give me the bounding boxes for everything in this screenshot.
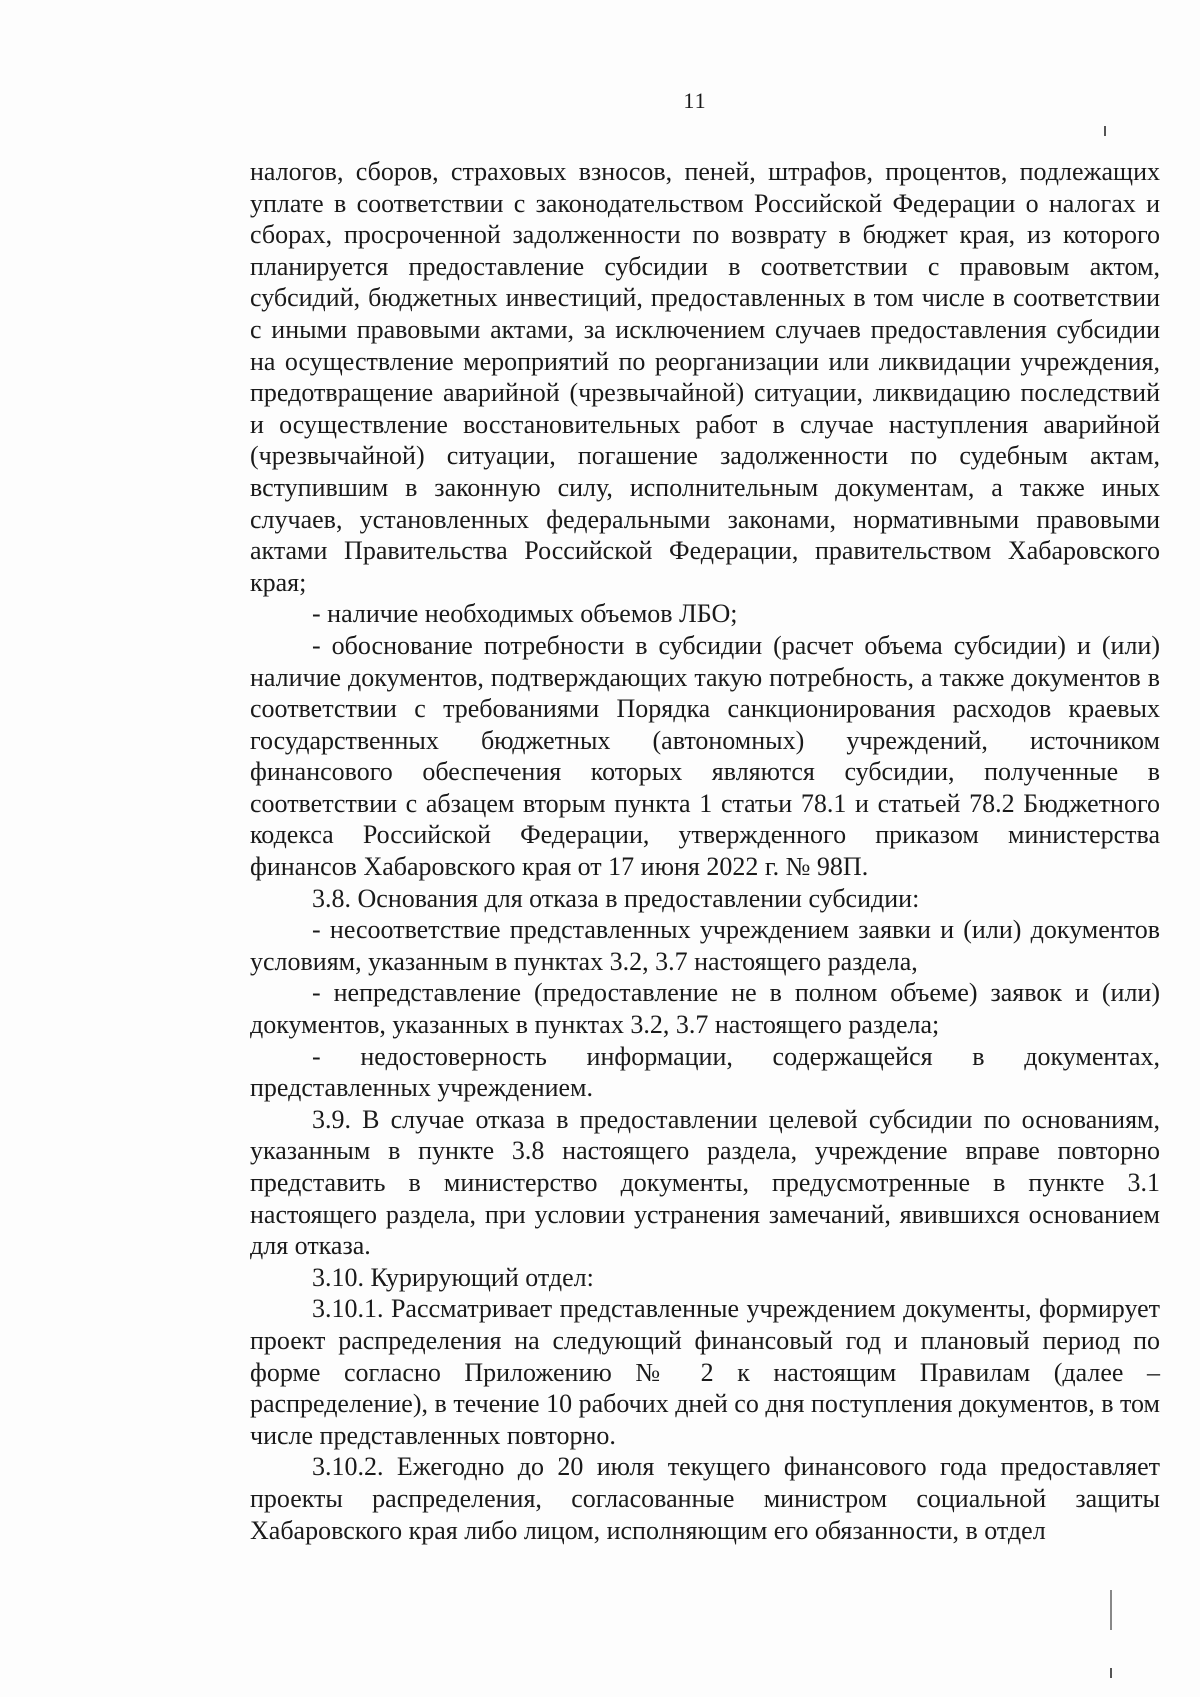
- paragraph-lbo-volumes: - наличие необходимых объемов ЛБО;: [312, 599, 738, 629]
- paragraph-section-3-10-1: 3.10.1. Рассматривает представленные учреждением документы, формирует проект распределения на следующий финансовый год и плановый период по форме согласно Приложению № 2 к настоящим Правилам (далее – распределение), в течение 10 рабочих дней со дня поступления документов, в том числе представленных повторно.: [250, 1294, 1160, 1450]
- paragraph-non-submission: - непредставление (предоставление не в полном объеме) заявок и (или) документов, указанных в пунктах 3.2, 3.7 настоящего раздела;: [250, 978, 1160, 1040]
- paragraph-section-3-9: 3.9. В случае отказа в предоставлении целевой субсидии по основаниям, указанным в пункте 3.8 настоящего раздела, учреждение вправе повторно представить в министерство документы, предусмотренные в пункте 3.1 настоящего раздела, при условии устранения замечаний, явившихся основанием для отказа.: [250, 1104, 1160, 1261]
- document-body: [250, 156, 1160, 1546]
- page-number: 11: [683, 88, 707, 113]
- paragraph-justification: - обоснование потребности в субсидии (расчет объема субсидии) и (или) наличие документов, подтверждающих такую потребность, а также документов в соответствии с требованиями Порядка санкционирования расходов краевых государственных бюджетных (автономных) учреждений, источником финансового обеспечения которых являются субсидии, полученные в соответствии с абзацем вторым пункта 1 статьи 78.1 и статьей 78.2 Бюджетного кодекса Российской Федерации, утвержденного приказом министерства финансов Хабаровского края от 17 июня 2022 г. № 98П.: [250, 630, 1160, 882]
- paragraph-section-3-10: 3.10. Курирующий отдел:: [312, 1262, 594, 1292]
- paragraph-continuation: налогов, сборов, страховых взносов, пеней, штрафов, процентов, подлежащих уплате в соответствии с законодательством Российской Федерации о налогах и сборах, просроченной задолженности по возврату в бюджет края, из которого планируется предоставление субсидии в соответствии с правовым актом, субсидий, бюджетных инвестиций, предоставленных в том числе в соответствии с иными правовыми актами, за исключением случаев предоставления субсидии на осуществление мероприятий по реорганизации или ликвидации учреждения, предотвращение аварийной (чрезвычайной) ситуации, ликвидацию последствий и осуществление восстановительных работ в случае наступления аварийной (чрезвычайной) ситуации, погашение задолженности по судебным актам, вступившим в законную силу, исполнительным документам, а также иных случаев, установленных федеральными законами, нормативными правовыми актами Правительства Российской Федерации, правительством Хабаровского края;: [250, 157, 1160, 597]
- paragraph-section-3-8: 3.8. Основания для отказа в предоставлении субсидии:: [312, 883, 920, 913]
- scan-margin-mark-bottom: [1110, 1668, 1112, 1678]
- paragraph-non-compliance: - несоответствие представленных учреждением заявки и (или) документов условиям, указанным в пунктах 3.2, 3.7 настоящего раздела,: [250, 915, 1160, 976]
- scan-margin-mark-top: [1104, 126, 1106, 136]
- paragraph-inaccuracy: - недостоверность информации, содержащейся в документах, представленных учреждением.: [250, 1041, 1160, 1103]
- paragraph-section-3-10-2: 3.10.2. Ежегодно до 20 июля текущего финансового года предоставляет проекты распределения, согласованные министром социальной защиты Хабаровского края либо лицом, исполняющим его обязанности, в отдел: [250, 1452, 1160, 1545]
- scan-margin-mark-middle: [1110, 1590, 1112, 1630]
